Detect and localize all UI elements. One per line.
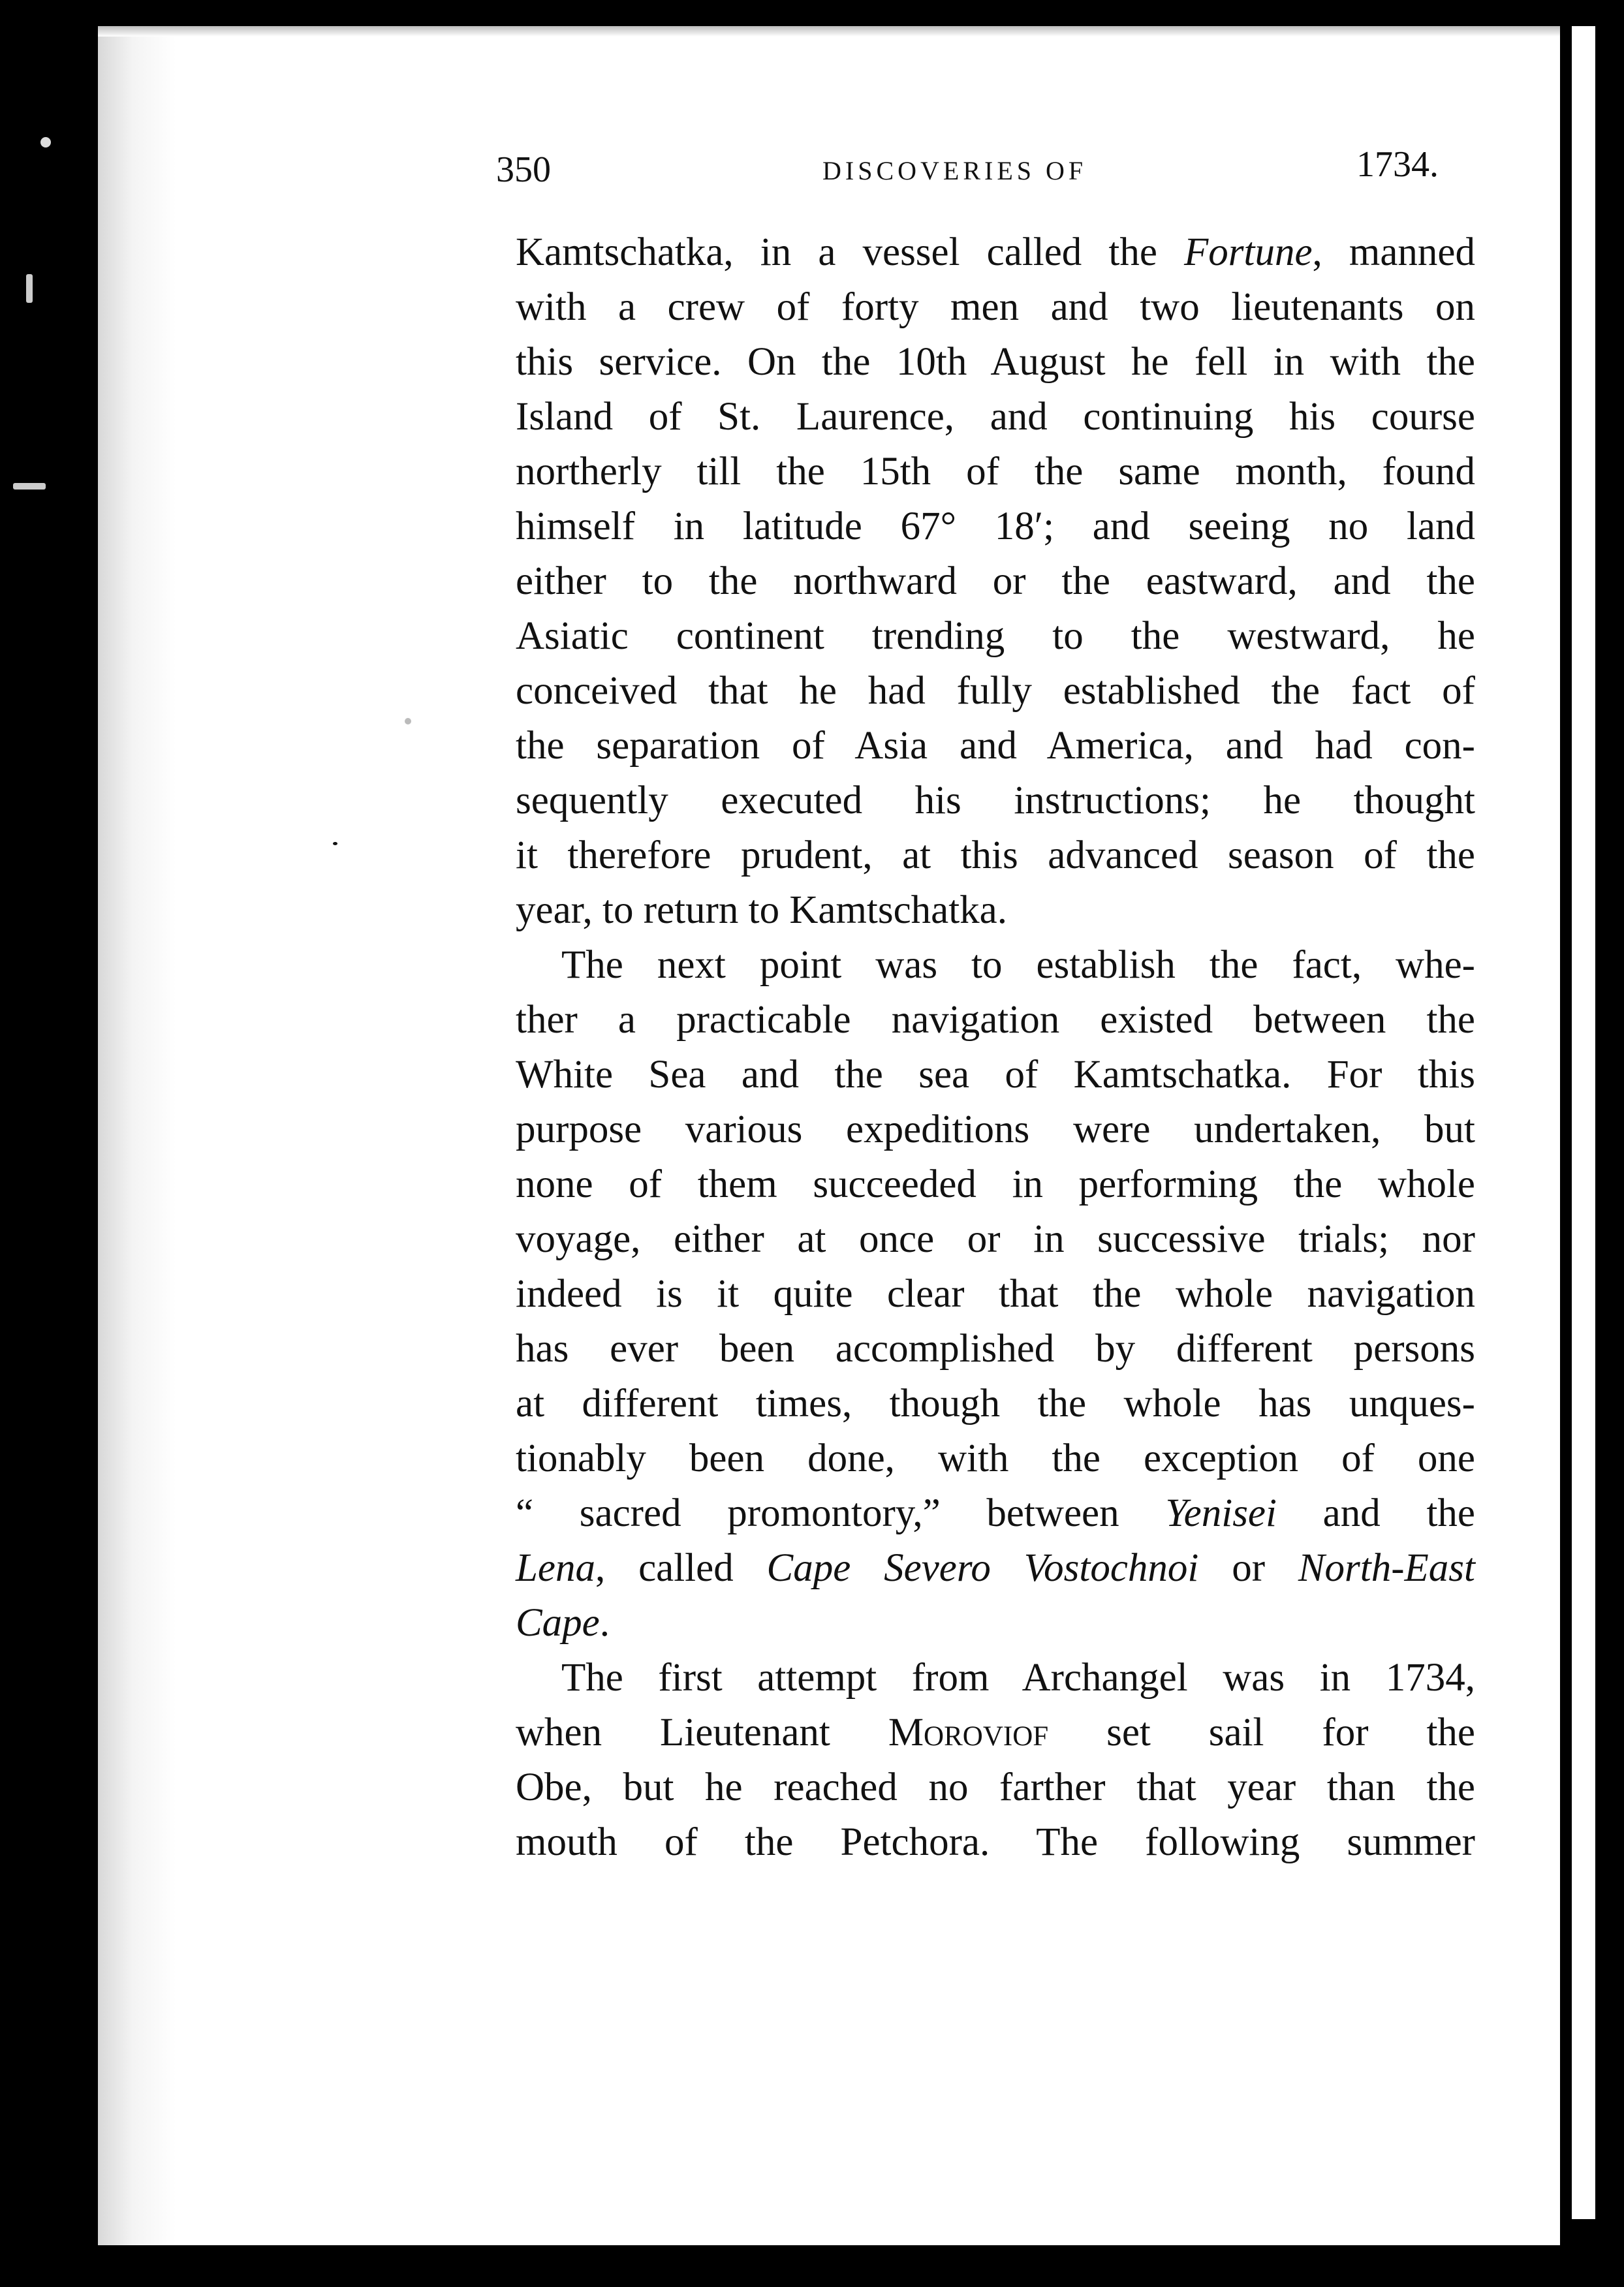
left-binding-shadow — [0, 0, 98, 2287]
text-segment: . — [599, 1601, 610, 1645]
text-segment: has ever been accomplished by different persons — [516, 1327, 1475, 1371]
text-segment: purpose various expeditions were undertaken, but — [516, 1108, 1475, 1151]
scan-speck — [26, 274, 33, 303]
text-line — [516, 993, 1475, 1048]
text-line — [516, 335, 1475, 390]
text-line — [516, 1102, 1475, 1157]
text-segment: either to the northward or the eastward, and the — [516, 559, 1475, 603]
italic-text: Yenisei — [1165, 1491, 1277, 1535]
running-head — [496, 131, 1475, 202]
text-line — [516, 664, 1475, 719]
running-year: 1734. — [1356, 144, 1439, 185]
text-segment: mouth of the Petchora. The following summer — [516, 1820, 1475, 1864]
scan-speck — [13, 483, 46, 490]
text-segment: The next point was to establish the fact, whe- — [561, 943, 1475, 987]
text-segment: , called — [595, 1546, 767, 1590]
italic-text: Fortune — [1184, 230, 1313, 274]
scan-speck — [40, 137, 51, 148]
text-segment: Island of St. Laurence, and continuing his course — [516, 395, 1475, 439]
text-line — [516, 1760, 1475, 1815]
text-segment: , manned — [1312, 230, 1475, 274]
text-segment: or — [1198, 1546, 1298, 1590]
text-line — [516, 225, 1475, 280]
text-line — [516, 1705, 1475, 1760]
body-text — [516, 225, 1475, 1870]
italic-text: Lena — [516, 1546, 595, 1590]
text-line — [516, 1815, 1475, 1870]
text-segment: White Sea and the sea of Kamtschatka. For this — [516, 1053, 1475, 1097]
text-line — [516, 1157, 1475, 1212]
text-segment: the separation of Asia and America, and had con- — [516, 724, 1475, 768]
text-segment: tionably been done, with the exception of one — [516, 1437, 1475, 1480]
italic-text: Cape — [516, 1601, 600, 1645]
text-line — [516, 1431, 1475, 1486]
text-line — [516, 499, 1475, 554]
running-title: DISCOVERIES OF — [822, 156, 1087, 185]
text-line — [516, 883, 1475, 938]
text-segment: The first attempt from Archangel was in 1734, — [561, 1656, 1475, 1700]
paragraph — [516, 1651, 1475, 1870]
smallcaps-text: Moroviof — [888, 1711, 1049, 1754]
text-segment: sequently executed his instructions; he thought — [516, 779, 1475, 822]
text-segment: Asiatic continent trending to the westward, he — [516, 614, 1475, 658]
text-line — [516, 1322, 1475, 1377]
bottom-shadow — [0, 2245, 1624, 2287]
text-line — [516, 280, 1475, 335]
text-segment: conceived that he had fully established the fact of — [516, 669, 1475, 713]
italic-text: North-East — [1298, 1546, 1475, 1590]
text-line — [516, 444, 1475, 499]
text-line — [516, 1541, 1475, 1596]
text-line — [516, 1651, 1475, 1705]
text-segment: at different times, though the whole has unques- — [516, 1382, 1475, 1425]
text-line — [516, 1212, 1475, 1267]
text-line — [516, 1048, 1475, 1102]
text-line — [516, 719, 1475, 773]
text-segment: voyage, either at once or in successive trials; nor — [516, 1217, 1475, 1261]
text-line — [516, 1486, 1475, 1541]
text-segment: and the — [1276, 1491, 1475, 1535]
text-segment: set sail for the — [1048, 1711, 1475, 1754]
text-segment: it therefore prudent, at this advanced season of the — [516, 833, 1475, 877]
text-line — [516, 609, 1475, 664]
text-segment: this service. On the 10th August he fell in with the — [516, 340, 1475, 384]
text-line — [516, 938, 1475, 993]
page-gutter-shading — [98, 26, 176, 2245]
text-segment: Kamtschatka, in a vessel called the — [516, 230, 1184, 274]
text-segment: none of them succeeded in performing the whole — [516, 1162, 1475, 1206]
italic-text: Cape Severo Vostochnoi — [766, 1546, 1199, 1590]
text-line — [516, 390, 1475, 444]
paragraph — [516, 938, 1475, 1651]
text-line — [516, 1377, 1475, 1431]
text-segment: himself in latitude 67° 18′; and seeing no land — [516, 505, 1475, 548]
text-segment: year, to return to Kamtschatka. — [516, 888, 1007, 932]
text-segment: Obe, but he reached no farther that year than the — [516, 1766, 1475, 1809]
text-line — [516, 1267, 1475, 1322]
scan-speck — [405, 718, 411, 724]
next-page-edge — [1572, 26, 1595, 2219]
text-segment: “ sacred promontory,” between — [516, 1491, 1166, 1535]
text-line — [516, 828, 1475, 883]
text-line — [516, 773, 1475, 828]
text-segment: ther a practicable navigation existed between the — [516, 998, 1475, 1042]
text-line — [516, 1596, 1475, 1651]
page-top-edge — [98, 26, 1560, 37]
scan-speck — [333, 842, 337, 845]
text-line — [516, 554, 1475, 609]
text-segment: indeed is it quite clear that the whole navigation — [516, 1272, 1475, 1316]
page-number: 350 — [496, 149, 551, 190]
text-segment: when Lieutenant — [516, 1711, 888, 1754]
text-segment: northerly till the 15th of the same month, found — [516, 450, 1475, 493]
paragraph — [516, 225, 1475, 938]
text-segment: with a crew of forty men and two lieutenants on — [516, 285, 1475, 329]
